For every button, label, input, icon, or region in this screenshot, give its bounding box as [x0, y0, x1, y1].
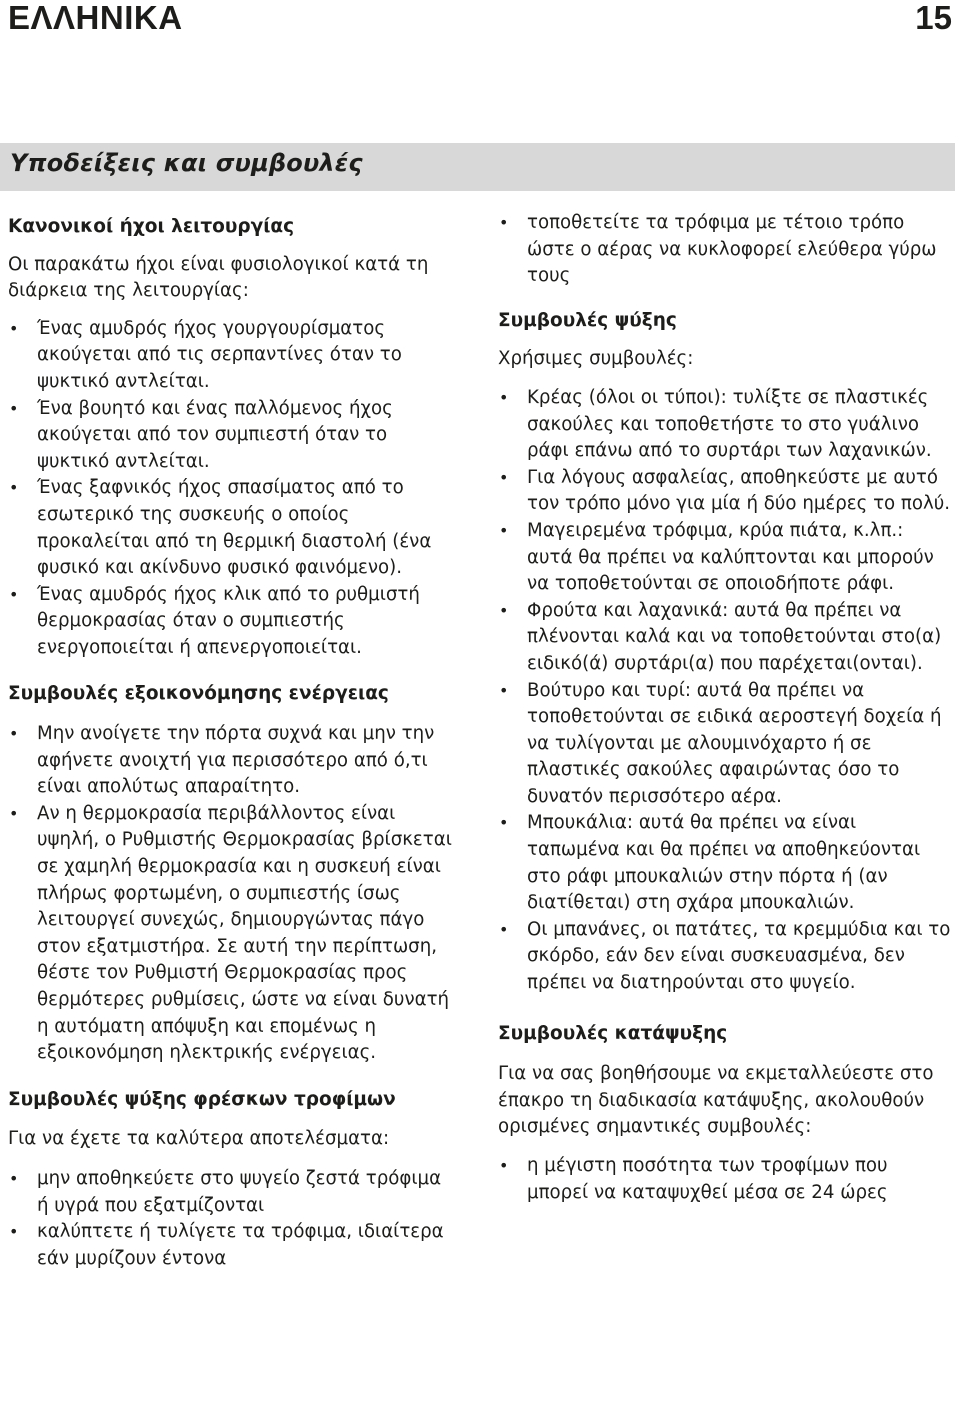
list-item [498, 1153, 953, 1206]
list-item [8, 316, 458, 396]
freezing-heading: Συμβουλές κατάψυξης [498, 1022, 728, 1044]
fresh-food-intro: Για να έχετε τα καλύτερα αποτελέσματα: [8, 1128, 390, 1150]
list-item-text: Κρέας (όλοι οι τύποι): τυλίξτε σε πλαστικές σακούλες και τοποθετήστε το στο γυάλινο ράφι επάνω από το συρτάρι των λαχανικών. [527, 386, 932, 462]
bullet-icon: • [9, 1222, 19, 1242]
bullet-icon: • [9, 1169, 19, 1188]
list-item-text: Για λόγους ασφαλείας, αποθηκεύστε με αυτό τον τρόπο μόνο για μία ή δύο ημέρες το πολύ. [527, 466, 951, 515]
bullet-icon: • [499, 387, 509, 407]
list-item [8, 1219, 458, 1272]
right-column [498, 210, 953, 1206]
list-item-text: Βούτυρο και τυρί: αυτά θα πρέπει να τοποθετούνται σε ειδικά αεροστεγή δοχεία ή να τυλίγονται με αλουμινόχαρτο ή σε πλαστικές σακούλες αφαιρώντας όσο το δυνατόν περισσότερο αέρα. [527, 679, 942, 807]
list-item-text: τοποθετείτε τα τρόφιμα με τέτοιο τρόπο ώστε ο αέρας να κυκλοφορεί ελεύθερα γύρω τους [527, 212, 937, 287]
list-item-text: Οι μπανάνες, οι πατάτες, τα κρεμμύδια και το σκόρδο, εάν δεν είναι συσκευασμένα, δεν πρέπει να διατηρούνται στο ψυγείο. [527, 918, 951, 994]
bullet-icon: • [9, 318, 19, 338]
bullet-icon: • [499, 813, 509, 833]
page-number: 15 [915, 0, 952, 36]
cooling-heading: Συμβουλές ψύξης [498, 309, 677, 331]
list-item-text: Ένα βουητό και ένας παλλόμενος ήχος ακούγεται από τον συμπιεστή όταν το ψυκτικό αντλείται. [37, 397, 393, 472]
bullet-icon: • [9, 398, 19, 418]
list-item [498, 385, 953, 465]
language-label: ΕΛΛΗΝΙΚΑ [8, 0, 183, 36]
list-item-text: Ένας αμυδρός ήχος κλικ από το ρυθμιστή θερμοκρασίας όταν ο συμπιεστής ενεργοποιείται ή απενεργοποιείται. [37, 583, 420, 658]
list-item-text: μην αποθηκεύετε στο ψυγείο ζεστά τρόφιμα ή υγρά που εξατμίζονται [37, 1168, 442, 1216]
bullet-icon: • [9, 803, 19, 823]
energy-list [8, 721, 458, 1067]
fresh-food-list [8, 1166, 458, 1272]
section-title: Υποδείξεις και συμβουλές [10, 149, 363, 177]
list-item-text: Αν η θερμοκρασία περιβάλλοντος είναι υψηλή, ο Ρυθμιστής Θερμοκρασίας βρίσκεται σε χαμηλή θερμοκρασία και η συσκευή είναι πλήρως φορτωμένη, ο συμπιεστής ίσως λειτουργεί συνεχώς, δημιουργώντας πάγο στον εξατμιστήρα. Σε αυτή την περίπτωση, θέστε τον Ρυθμιστή Θερμοκρασίας προς θερμότερες ρυθμίσεις, ώστε να είναι δυνατή η αυτόματη απόψυξη και επομένως η εξοικονόμηση ηλεκτρικής ενέργειας. [37, 802, 452, 1064]
energy-heading: Συμβουλές εξοικονόμησης ενέργειας [8, 682, 389, 704]
bullet-icon: • [499, 919, 509, 939]
list-item [498, 518, 953, 598]
list-item [498, 678, 953, 811]
list-item [498, 810, 953, 916]
list-item [498, 917, 953, 997]
list-item [498, 210, 953, 290]
list-item [8, 801, 458, 1067]
continued-list [498, 210, 953, 290]
bullet-icon: • [499, 1156, 509, 1175]
list-item [8, 721, 458, 801]
normal-sounds-heading: Κανονικοί ήχοι λειτουργίας [8, 216, 295, 237]
freezing-intro: Για να σας βοηθήσουμε να εκμεταλλεύεστε στο έπακρο τη διαδικασία κατάψυξης, ακολουθούν ορισμένες σημαντικές συμβουλές: [498, 1063, 934, 1138]
freezing-list [498, 1153, 953, 1206]
bullet-icon: • [9, 724, 19, 744]
list-item-text: Φρούτα και λαχανικά: αυτά θα πρέπει να πλένονται καλά και να τοποθετούνται στο(α) ειδικό(ά) συρτάρι(α) που παρέχεται(ονται). [527, 599, 942, 674]
bullet-icon: • [9, 478, 19, 498]
list-item [498, 598, 953, 678]
list-item-text: Μπουκάλια: αυτά θα πρέπει να είναι ταπωμένα και θα πρέπει να αποθηκεύονται στο ράφι μπουκαλιών στην πόρτα ή (αν διατίθεται) στη σχάρα μπουκαλιών. [527, 812, 921, 914]
list-item [498, 465, 953, 518]
cooling-intro: Χρήσιμες συμβουλές: [498, 348, 694, 370]
cooling-list [498, 385, 953, 997]
bullet-icon: • [499, 467, 509, 487]
left-column [8, 208, 458, 1272]
fresh-food-heading: Συμβουλές ψύξης φρέσκων τροφίμων [8, 1088, 396, 1110]
list-item [8, 1166, 458, 1219]
bullet-icon: • [499, 520, 509, 540]
list-item [8, 582, 458, 662]
section-title-band [0, 143, 955, 191]
normal-sounds-list [8, 316, 458, 662]
list-item-text: Ένας αμυδρός ήχος γουργουρίσματος ακούγεται από τις σερπαντίνες όταν το ψυκτικό αντλείται. [37, 317, 402, 392]
list-item-text: Μην ανοίγετε την πόρτα συχνά και μην την αφήνετε ανοιχτή για περισσότερο από ό,τι είναι απολύτως απαραίτητο. [37, 723, 435, 798]
bullet-icon: • [499, 680, 509, 700]
bullet-icon: • [499, 213, 509, 232]
bullet-icon: • [499, 600, 509, 620]
bullet-icon: • [9, 584, 19, 604]
list-item-text: Μαγειρεμένα τρόφιμα, κρύα πιάτα, κ.λπ.: αυτά θα πρέπει να καλύπτονται και μπορούν να τοποθετούνται σε οποιοδήποτε ράφι. [527, 519, 934, 595]
list-item [8, 396, 458, 476]
list-item [8, 475, 458, 581]
list-item-text: καλύπτετε ή τυλίγετε τα τρόφιμα, ιδιαίτερα εάν μυρίζουν έντονα [37, 1221, 444, 1269]
list-item-text: Ένας ξαφνικός ήχος σπασίματος από το εσωτερικό της συσκευής ο οποίος προκαλείται από τη θερμική διαστολή (ένα φυσικό και ακίνδυνο φυσικό φαινόμενο). [37, 477, 432, 579]
list-item-text: η μέγιστη ποσότητα των τροφίμων που μπορεί να καταψυχθεί μέσα σε 24 ώρες [527, 1155, 888, 1203]
normal-sounds-intro: Οι παρακάτω ήχοι είναι φυσιολογικοί κατά τη διάρκεια της λειτουργίας: [8, 253, 429, 302]
